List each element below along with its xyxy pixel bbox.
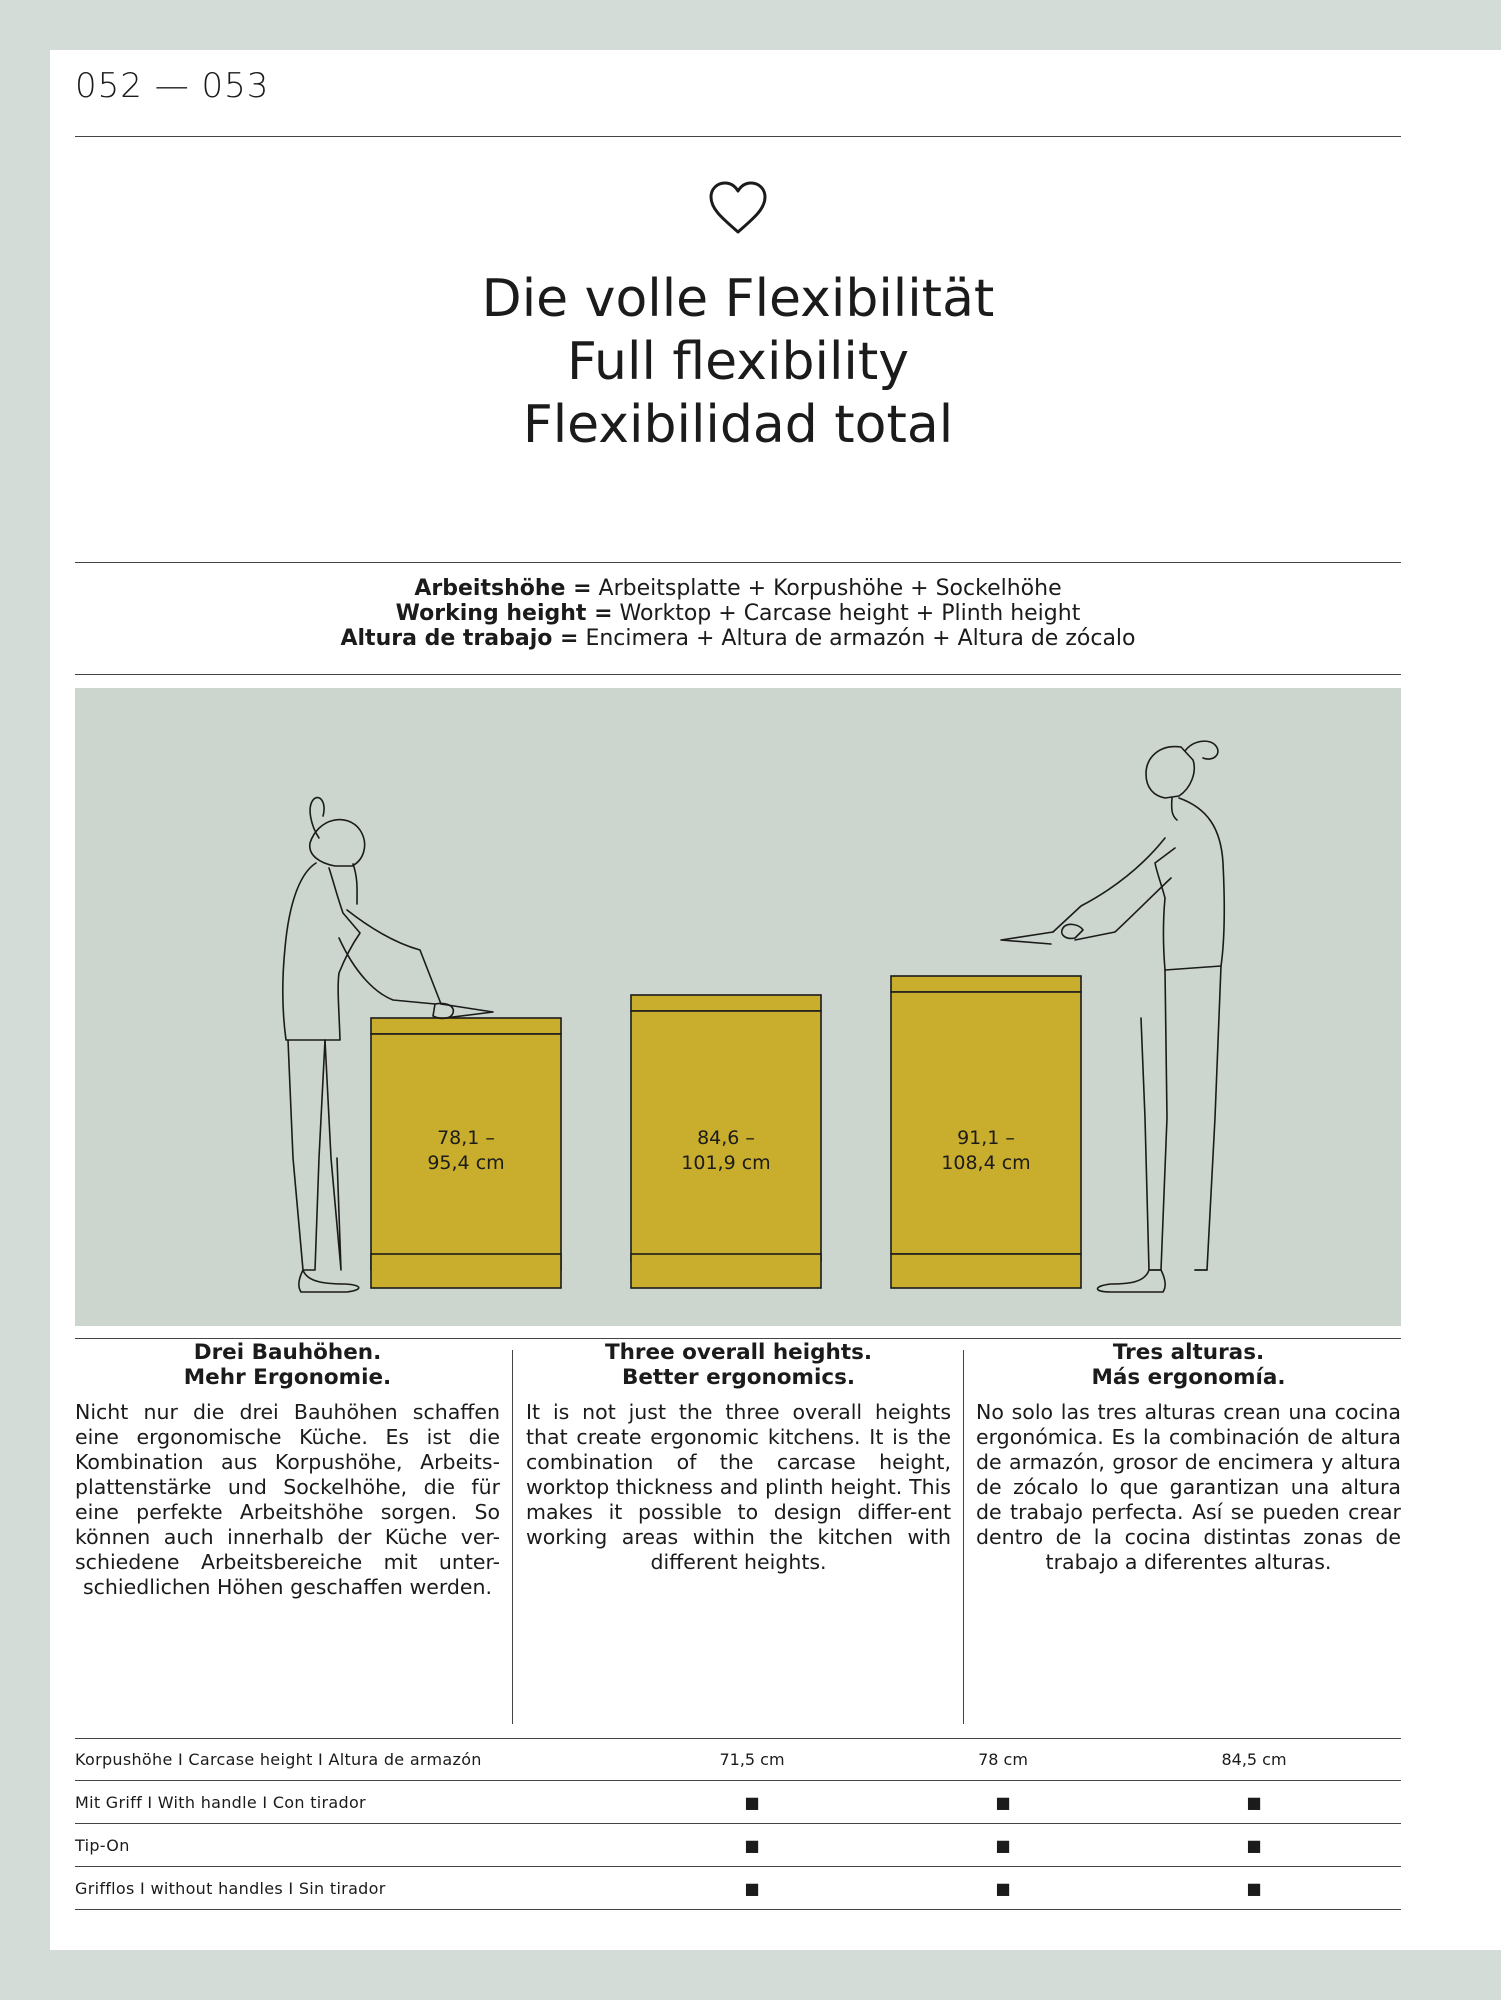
spec-cell: 84,5 cm: [1221, 1750, 1287, 1769]
spec-cell: ■: [744, 1836, 760, 1855]
formula-term: Altura de trabajo =: [340, 626, 579, 651]
spec-cell: ■: [995, 1836, 1011, 1855]
formula-term: Working height =: [395, 601, 613, 626]
formula-rest: Worktop + Carcase height + Plinth height: [612, 601, 1081, 626]
catalog-page: [50, 50, 1501, 1950]
column-heading-en: [526, 1340, 951, 1390]
cabinet-mid-height-1: 84,6 –: [697, 1127, 755, 1149]
text-column-es: [976, 1340, 1401, 1575]
spec-cell: ■: [995, 1793, 1011, 1812]
page-title: [75, 268, 1401, 457]
formula-rest: Arbeitsplatte + Korpushöhe + Sockelhöhe: [591, 576, 1062, 601]
spec-row-label: Grifflos I without handles I Sin tirador: [75, 1879, 386, 1898]
spec-cell: ■: [1246, 1879, 1262, 1898]
spec-cell: ■: [995, 1879, 1011, 1898]
column-divider: [512, 1350, 513, 1724]
cabinet-mid-height-2: 101,9 cm: [681, 1152, 771, 1174]
cabinet-high-height-1: 91,1 –: [957, 1127, 1015, 1149]
column-heading-line: Three overall heights.: [604, 1340, 873, 1365]
spec-cell: 71,5 cm: [719, 1750, 785, 1769]
formula-rule-top: [75, 562, 1401, 563]
spec-row-label: Korpushöhe I Carcase height I Altura de armazón: [75, 1750, 482, 1769]
column-body-de: Nicht nur die drei Bauhöhen schaffen eine ergonomische Küche. Es ist die Kombination aus Korpushöhe, Arbeits-plattenstärke und Sockelhöhe, die für eine perfekte Arbeitshöhe sorgen. So können auch innerhalb der Küche ver-schiedene Arbeitsbereiche mit unter-schiedlichen Höhen geschaffen werden.: [75, 1400, 500, 1599]
page-numbers: 052 — 053: [75, 66, 270, 106]
working-height-formula: [75, 576, 1401, 651]
spec-row-label: Mit Griff I With handle I Con tirador: [75, 1793, 366, 1812]
spec-row-label: Tip-On: [75, 1836, 130, 1855]
title-en: Full flexibility: [566, 332, 909, 392]
column-heading-line: Más ergonomía.: [1091, 1365, 1286, 1390]
ergonomics-illustration: [75, 688, 1401, 1326]
text-column-de: [75, 1340, 500, 1600]
column-body-en: It is not just the three overall heights that create ergonomic kitchens. It is the combination of the carcase height, worktop thickness and plinth height. This makes it possible to design differ-ent working areas within the kitchen with different heights.: [526, 1400, 951, 1574]
formula-line-es: [75, 626, 1401, 651]
heart-icon: [708, 180, 768, 236]
spec-row-tip-on: [75, 1824, 1401, 1867]
column-heading-es: [976, 1340, 1401, 1390]
title-de: Die volle Flexibilität: [481, 269, 995, 329]
top-rule: [75, 136, 1401, 137]
cabinet-high-height-2: 108,4 cm: [941, 1152, 1031, 1174]
spec-row-carcase-height: [75, 1738, 1401, 1781]
columns-rule-top: [75, 1338, 1401, 1339]
formula-line-en: [75, 601, 1401, 626]
column-heading-de: [75, 1340, 500, 1390]
column-divider: [963, 1350, 964, 1724]
column-heading-line: Drei Bauhöhen.: [193, 1340, 382, 1365]
spec-table: [75, 1738, 1401, 1910]
title-es: Flexibilidad total: [522, 395, 954, 455]
text-column-en: [526, 1340, 951, 1575]
formula-rule-bottom: [75, 674, 1401, 675]
column-heading-line: Tres alturas.: [1112, 1340, 1265, 1365]
formula-rest: Encimera + Altura de armazón + Altura de zócalo: [578, 626, 1136, 651]
spec-row-with-handle: [75, 1781, 1401, 1824]
spec-cell: ■: [744, 1793, 760, 1812]
formula-term: Arbeitshöhe =: [414, 576, 592, 601]
cabinet-low-height-2: 95,4 cm: [427, 1152, 505, 1174]
cabinet-low-height-1: 78,1 –: [437, 1127, 495, 1149]
column-heading-line: Mehr Ergonomie.: [183, 1365, 392, 1390]
spec-cell: ■: [744, 1879, 760, 1898]
column-heading-line: Better ergonomics.: [621, 1365, 856, 1390]
column-body-es: No solo las tres alturas crean una cocina ergonómica. Es la combinación de altura de armazón, grosor de encimera y altura de zócalo lo que garantizan una altura de trabajo perfecta. Así se pueden crear dentro de la cocina distintas zonas de trabajo a diferentes alturas.: [976, 1400, 1401, 1574]
spec-cell: ■: [1246, 1793, 1262, 1812]
formula-line-de: [75, 576, 1401, 601]
spec-cell: ■: [1246, 1836, 1262, 1855]
spec-cell: 78 cm: [978, 1750, 1028, 1769]
spec-row-without-handles: [75, 1867, 1401, 1910]
